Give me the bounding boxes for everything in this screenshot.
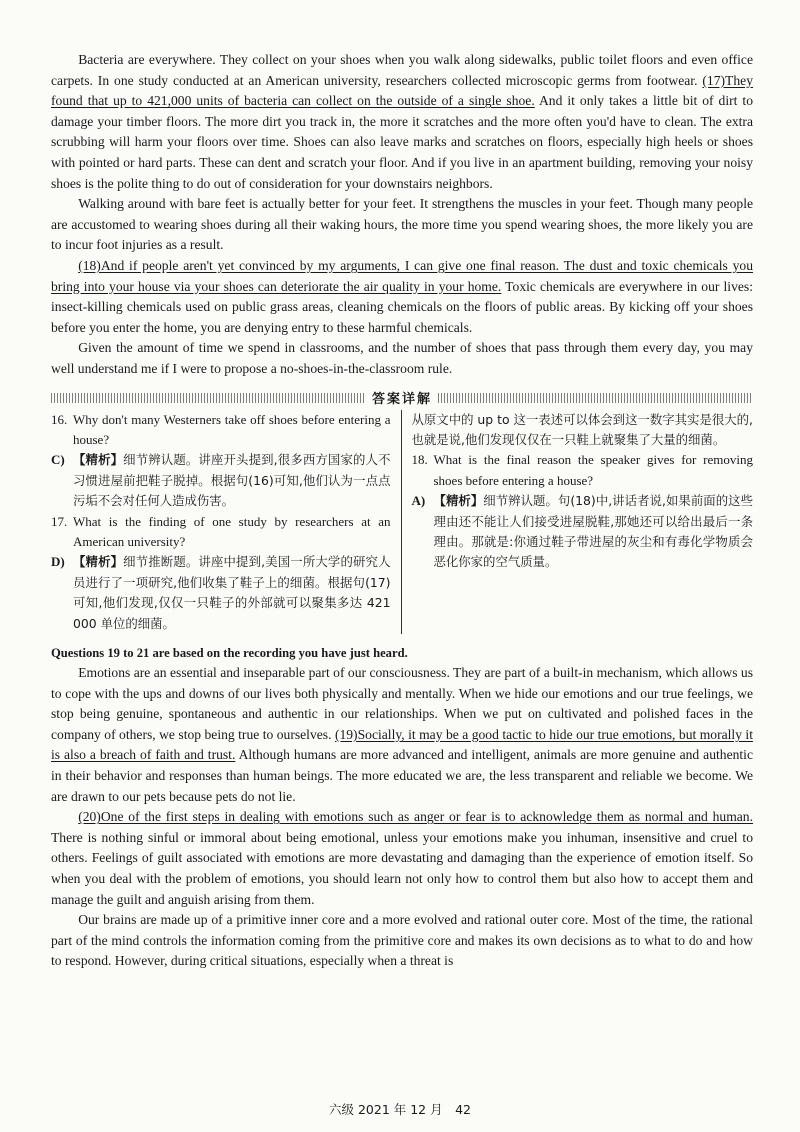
question-16: [51, 410, 391, 451]
answer-column-left: [51, 410, 402, 634]
passage1-paragraph-1: [51, 50, 753, 194]
answer-18: [412, 491, 754, 573]
question-18: [412, 450, 754, 491]
question-text: Why don't many Westerners take off shoes before entering a house?: [73, 411, 391, 447]
question-text: What is the finding of one study by researchers at an American university?: [73, 513, 391, 549]
divider-stripe-left: [51, 393, 366, 403]
explanation-text: 细节推断题。讲座中提到,美国一所大学的研究人员进行了一项研究,他们收集了鞋子上的细菌。根据句(17)可知,他们发现,仅仅一只鞋子的外部就可以聚集多达 421 000 单位的细菌。: [73, 554, 391, 631]
question-text: What is the final reason the speaker gives for removing shoes before entering a house?: [433, 452, 753, 488]
answer-explanation: [73, 552, 391, 634]
text-span: There is nothing sinful or immoral about being emotional, unless your emotions make you inhuman, insensitive and cruel to others. Feelings of guilt associated with emotions are more devastating and damaging than the experience of emotion itself. So when you deal with the problem of emotions, you should learn not only how to control them but also how to accept them and manage the guilt and anguish arising from them.: [51, 829, 753, 907]
answer-explanation: [73, 450, 391, 511]
question-number: 17.: [51, 513, 68, 529]
text-span: Although humans are more advanced and intelligent, animals are more genuine and authentic in their behavior and responses than human beings. The more educated we are, the less transparent and reliable we become. We are drawn to our pets because pets do not lie.: [51, 747, 753, 804]
underlined-sentence-17: (17)They found that up to 421,000 units of bacteria can collect on the outside of a single shoe.: [51, 72, 753, 109]
explanation-text: 细节辨认题。句(18)中,讲话者说,如果前面的这些理由还不能让人们接受进屋脱鞋,那她还可以给出最后一条理由。那就是:你通过鞋子带进屋的灰尘和有毒化学物质会恶化你家的空气质量。: [433, 493, 754, 570]
text-span: And it only takes a little bit of dirt to damage your timber floors. The more dirt you track in, the more it scratches and the more often you'd have to clean. The extra scrubbing will harm your floors over time. Shoes can also leave marks and scratches on floors, especially high heels or shoes with pointed or hard parts. These can dent and scratch your floor. And if you live in an apartment building, removing your noisy shoes is the polite thing to do out of consideration for your downstairs neighbors.: [51, 93, 753, 191]
analysis-tag: 【精析】: [73, 554, 124, 570]
divider-title: 答案详解: [372, 392, 433, 407]
passage1-paragraph-2: Walking around with bare feet is actually better for your feet. It strengthens the muscles in your feet. Though many people are accustomed to wearing shoes during all their waking hours, the more time you spend wearing shoes, the more likely you are to incur foot injuries as a result.: [51, 196, 753, 253]
answer-letter: D): [51, 554, 65, 570]
text-span: Bacteria are everywhere. They collect on your shoes when you walk along sidewalks, public toilet floors and even office carpets. In one study conducted at an American university, researchers collected microscopic germs from footwear.: [51, 52, 753, 88]
explanation-text: 细节辨认题。讲座开头提到,很多西方国家的人不习惯进屋前把鞋子脱掉。根据句(16)可知,他们认为一点点污垢不会对任何人造成伤害。: [73, 452, 391, 509]
underlined-sentence-19: (19)Socially, it may be a good tactic to hide our true emotions, but morally it is also a breach of faith and trust.: [51, 726, 753, 763]
text-span: Emotions are an essential and inseparable part of our consciousness. They are part of a built-in mechanism, which allows us to cope with the ups and downs of our lives both physically and mentally. When we hide our emotions and our true feelings, we stop being genuine, spontaneous and authentic in our relationships. When we put on cultivated and polished faces in the company of others, we stop being true to ourselves.: [51, 664, 753, 742]
passage1-paragraph-4: Given the amount of time we spend in classrooms, and the number of shoes that pass through them every day, you may well understand me if I were to propose a no-shoes-in-the-classroom rule.: [51, 340, 753, 376]
question-17: [51, 512, 391, 553]
page-footer: 六级 2021 年 12 月 42: [328, 1102, 472, 1117]
answer-explanation: [434, 491, 754, 573]
answer-letter: A): [411, 493, 426, 509]
answer-section-divider: [51, 390, 753, 406]
question-number: 18.: [411, 452, 428, 468]
analysis-tag: 【精析】: [433, 493, 484, 509]
text-span: Toxic chemicals are everywhere in our lives: insect-killing chemicals used on public grass areas, cleaning chemicals on the floors of public areas. By kicking off your shoes before you enter the home, you are denying entry to these harmful chemicals.: [51, 278, 753, 335]
passage1-paragraph-3: [51, 256, 753, 338]
answer-letter: C): [51, 452, 65, 468]
underlined-sentence-20: (20)One of the first steps in dealing with emotions such as anger or fear is to acknowledge them as normal and human.: [78, 809, 753, 825]
passage2-paragraph-1: [51, 663, 753, 807]
questions-heading: Questions 19 to 21 are based on the recording you have just heard.: [51, 645, 408, 660]
answer-17: [51, 552, 391, 634]
underlined-sentence-18: (18)And if people aren't yet convinced by my arguments, I can give one final reason. The dust and toxic chemicals you bring into your house via your shoes can deteriorate the air quality in your home.: [51, 257, 753, 294]
analysis-tag: 【精析】: [73, 452, 124, 468]
answer-column-right: [402, 410, 754, 634]
answer-17-continued: [412, 410, 754, 451]
passage2-paragraph-3: Our brains are made up of a primitive inner core and a more evolved and rational outer core. Most of the time, the rational part of the mind controls the information coming from the primitive core and makes its own decisions as to what to do and how to respond. However, during critical situations, especially when a threat is: [51, 912, 753, 969]
divider-stripe-right: [438, 393, 753, 403]
answer-16: [51, 450, 391, 511]
answer-explanations: [51, 410, 753, 634]
passage2-paragraph-2: [51, 807, 753, 910]
question-number: 16.: [51, 411, 68, 427]
explanation-text: 从原文中的 up to 这一表述可以体会到这一数字其实是很大的,也就是说,他们发现仅仅在一只鞋上就聚集了大量的细菌。: [411, 411, 753, 447]
page-content: [51, 50, 753, 972]
